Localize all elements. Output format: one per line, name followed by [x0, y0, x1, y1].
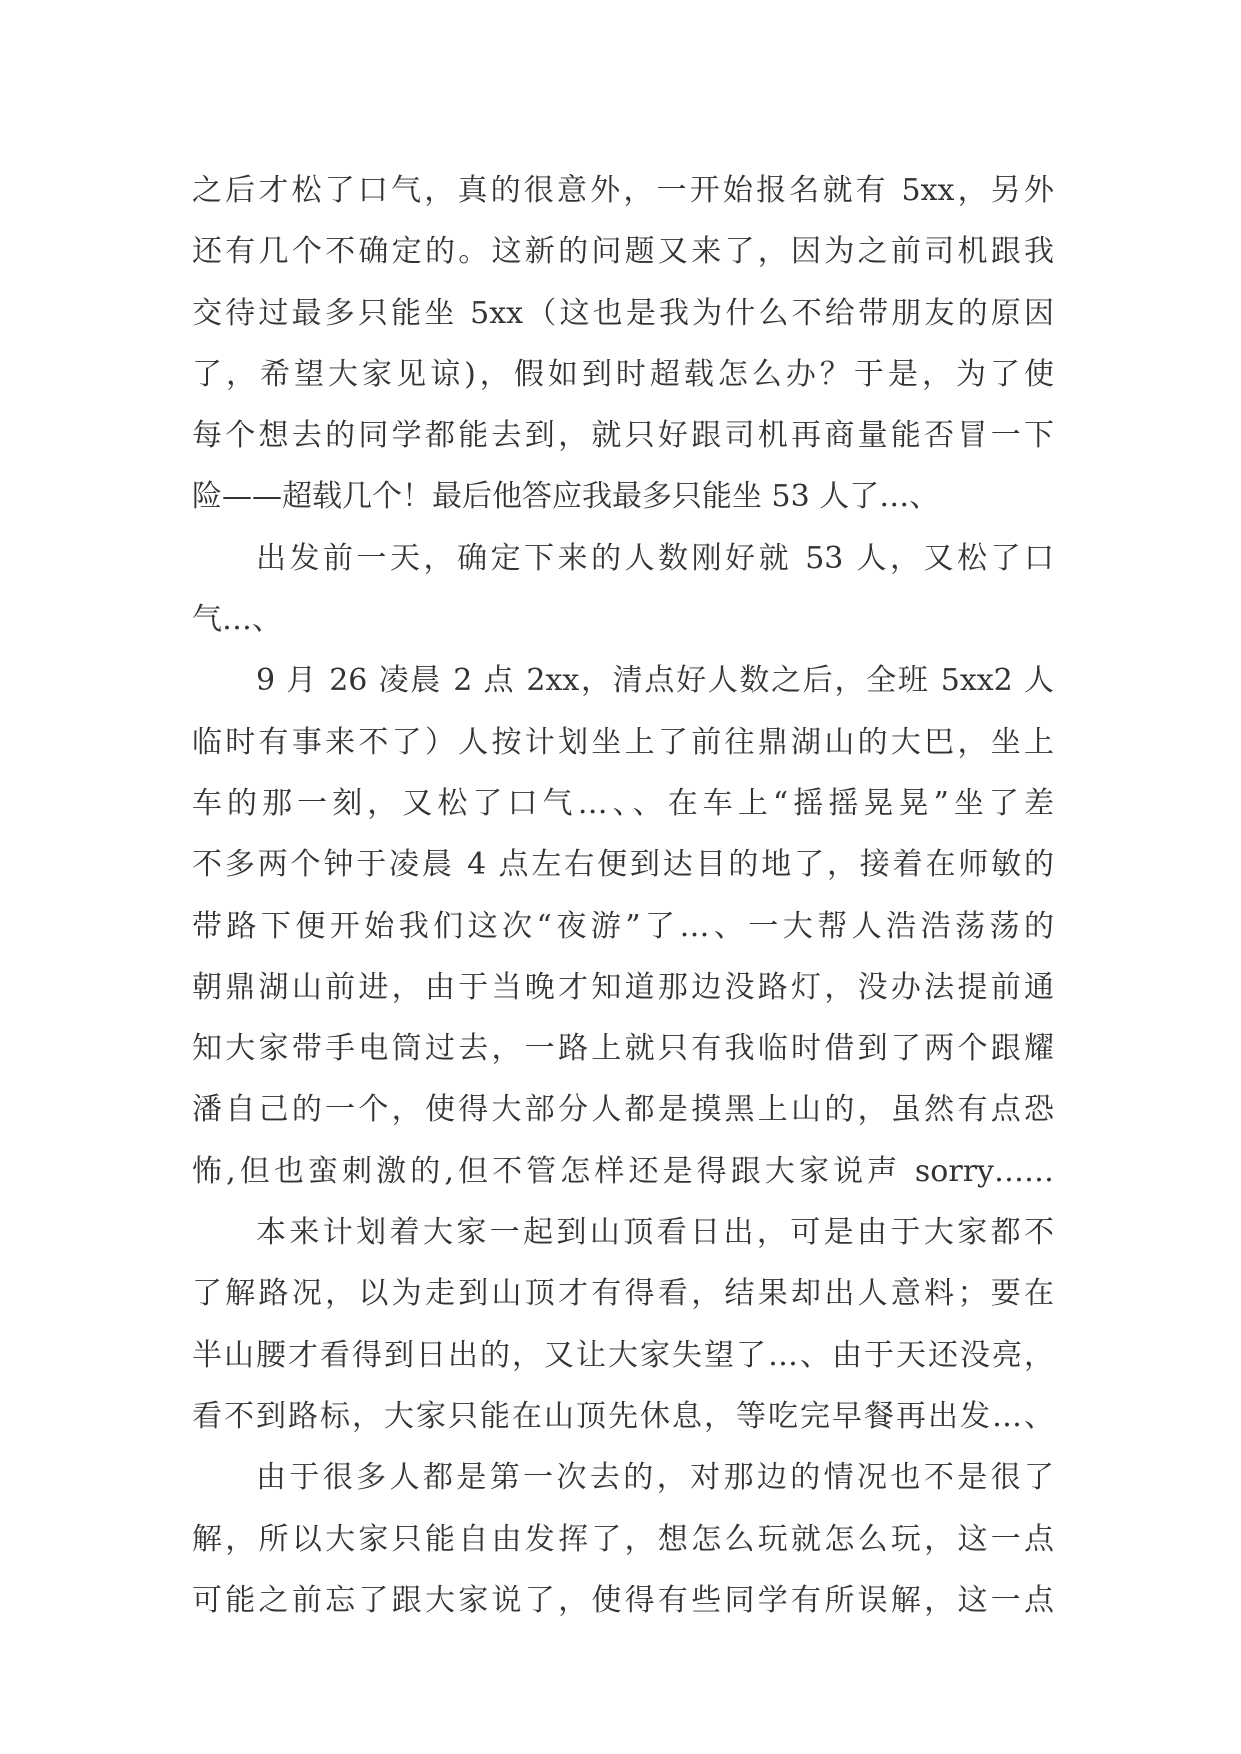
- text-line: 了，希望大家见谅)，假如到时超载怎么办？于是，为了使: [192, 356, 1054, 392]
- text-line: 朝鼎湖山前进，由于当晚才知道那边没路灯，没办法提前通: [192, 969, 1054, 1005]
- text-line: 不多两个钟于凌晨 4 点左右便到达目的地了，接着在师敏的: [192, 847, 1054, 883]
- text-line: 解，所以大家只能自由发挥了，想怎么玩就怎么玩，这一点: [192, 1521, 1054, 1557]
- text-line: 险——超载几个！最后他答应我最多只能坐 53 人了…、: [192, 479, 940, 515]
- text-line: 由于很多人都是第一次去的，对那边的情况也不是很了: [256, 1460, 1054, 1496]
- text-line: 了解路况，以为走到山顶才有得看，结果却出人意料；要在: [192, 1276, 1054, 1312]
- text-line: 还有几个不确定的。这新的问题又来了，因为之前司机跟我: [192, 234, 1054, 270]
- text-line: 带路下便开始我们这次“夜游”了…、一大帮人浩浩荡荡的: [192, 908, 1054, 944]
- text-line: 看不到路标，大家只能在山顶先休息，等吃完早餐再出发…、: [192, 1398, 1054, 1434]
- text-line: 出发前一天，确定下来的人数刚好就 53 人，又松了口: [256, 540, 1054, 576]
- document-body: [192, 160, 1054, 1631]
- text-line: 半山腰才看得到日出的，又让大家失望了…、由于天还没亮，: [192, 1337, 1054, 1373]
- text-line: 车的那一刻，又松了口气…、、在车上“摇摇晃晃”坐了差: [192, 785, 1054, 821]
- text-line: 知大家带手电筒过去，一路上就只有我临时借到了两个跟耀: [192, 1031, 1054, 1067]
- text-line: 之后才松了口气，真的很意外，一开始报名就有 5xx，另外: [192, 173, 1054, 208]
- text-line: 潘自己的一个，使得大部分人都是摸黑上山的，虽然有点恐: [192, 1092, 1054, 1128]
- text-line: 临时有事来不了）人按计划坐上了前往鼎湖山的大巴，坐上: [192, 724, 1054, 760]
- text-line: 气…、: [192, 602, 282, 638]
- text-line: 怖,但也蛮刺激的,但不管怎样还是得跟大家说声 sorry……: [192, 1153, 1054, 1189]
- text-line: 每个想去的同学都能去到，就只好跟司机再商量能否冒一下: [192, 418, 1054, 454]
- text-line: 交待过最多只能坐 5xx（这也是我为什么不给带朋友的原因: [192, 295, 1054, 331]
- text-line: 可能之前忘了跟大家说了，使得有些同学有所误解，这一点: [192, 1582, 1054, 1618]
- text-line: 9 月 26 凌晨 2 点 2xx，清点好人数之后，全班 5xx2 人: [256, 663, 1054, 699]
- text-line: 本来计划着大家一起到山顶看日出，可是由于大家都不: [256, 1215, 1054, 1251]
